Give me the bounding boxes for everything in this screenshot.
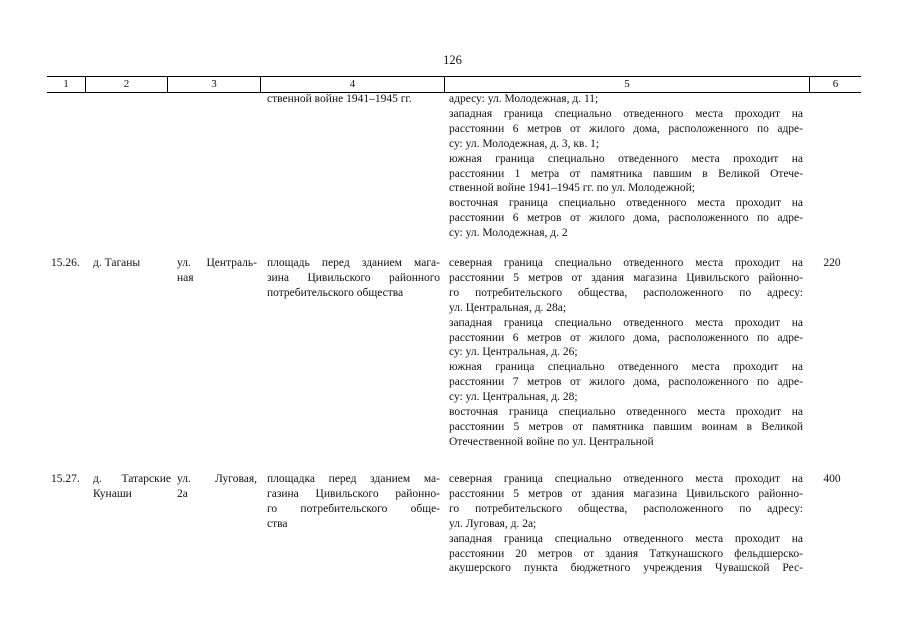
header-col-5: 5 (624, 78, 630, 90)
row-boundaries-line: ул. Луговая, д. 2а; (449, 517, 537, 530)
row-boundaries-line: восточная граница специально отведенного места проходит на (449, 406, 803, 419)
header-col-1: 1 (63, 78, 69, 90)
row-object-line: зина Цивильского районного (267, 271, 440, 284)
row-settlement-line: д. Таганы (93, 257, 141, 269)
row-boundaries (449, 472, 803, 576)
row-settlement-line: Кунаши (93, 487, 132, 500)
row-object-line: го потребительского обще- (267, 502, 440, 515)
row-number: 15.27. (51, 473, 80, 485)
row-boundaries-line: расстоянии 6 метров от жилого дома, расположенного по адре- (449, 122, 803, 135)
row-boundaries (449, 92, 803, 241)
row-street-line: ул. Централь- (177, 257, 257, 269)
row-object-line: потребительского общества (267, 286, 404, 299)
row-street (177, 256, 257, 286)
row-boundaries-line: го потребительского общества, расположенного по адресу: (449, 502, 803, 515)
row-boundaries-line: расстоянии 5 метров от памятника павшим воинам в Великой (449, 420, 803, 433)
row-boundaries-line: акушерского пункта бюджетного учреждения Чувашской Рес- (449, 562, 803, 575)
header-col-6: 6 (832, 78, 839, 90)
row-street (177, 472, 257, 502)
row-number: 15.26. (51, 257, 80, 269)
row-boundaries-line: расстоянии 5 метров от здания магазина Цивильского районно- (449, 487, 803, 500)
header-col-4: 4 (349, 78, 356, 90)
header-col-3: 3 (211, 78, 217, 90)
row-boundaries (449, 256, 803, 450)
row-boundaries-line: су: ул. Молодежная, д. 3, кв. 1; (449, 137, 600, 150)
row-boundaries-line: Отечественной войне по ул. Центральной (449, 435, 654, 448)
row-object-line: площадка перед зданием ма- (267, 473, 440, 485)
row-boundaries-line: го потребительского общества, расположенного по адресу: (449, 286, 803, 299)
row-boundaries-line: северная граница специально отведенного места проходит на (449, 473, 803, 485)
row-object (267, 256, 440, 301)
row-boundaries-line: су: ул. Молодежная, д. 2 (449, 227, 568, 240)
row-object-line: газина Цивильского районно- (267, 487, 440, 500)
row-settlement-line: д. Татарские (93, 473, 171, 485)
row-street-line: ул. Луговая, (177, 473, 257, 485)
row-area: 220 (823, 257, 841, 269)
row-boundaries-line: ственной войне 1941–1945 гг. по ул. Молодежной; (449, 182, 695, 195)
row-boundaries-line: западная граница специально отведенного места проходит на (449, 107, 803, 120)
row-object-line: площадь перед зданием мага- (267, 257, 440, 269)
row-boundaries-line: расстоянии 7 метров от жилого дома, расположенного по адре- (449, 376, 803, 389)
row-street-line: ная (177, 271, 194, 284)
row-boundaries-line: расстоянии 6 метров от жилого дома, расположенного по адре- (449, 331, 803, 344)
row-boundaries-line: су: ул. Центральная, д. 28; (449, 391, 578, 404)
row-settlement (93, 256, 171, 271)
row-area: 400 (823, 473, 841, 485)
table-header (47, 76, 861, 93)
row-object-line: ства (267, 517, 288, 530)
row-boundaries-line: южная граница специально отведенного места проходит на (449, 361, 803, 374)
row-settlement (93, 472, 171, 502)
row-street-line: 2а (177, 487, 188, 500)
page-number: 126 (443, 53, 462, 67)
row-boundaries-line: восточная граница специально отведенного места проходит на (449, 197, 803, 210)
row-object (267, 92, 440, 107)
row-boundaries-line: западная граница специально отведенного места проходит на (449, 532, 803, 545)
row-boundaries-line: расстоянии 6 метров от жилого дома, расположенного по адре- (449, 212, 803, 225)
row-boundaries-line: адресу: ул. Молодежная, д. 11; (449, 93, 599, 105)
row-object (267, 472, 440, 532)
row-boundaries-line: северная граница специально отведенного места проходит на (449, 257, 803, 269)
row-object-line: ственной войне 1941–1945 гг. (267, 93, 412, 105)
row-boundaries-line: расстоянии 1 метра от памятника павшим в Великой Отече- (449, 167, 803, 180)
row-boundaries-line: западная граница специально отведенного места проходит на (449, 316, 803, 329)
row-boundaries-line: су: ул. Центральная, д. 26; (449, 346, 578, 359)
row-boundaries-line: южная граница специально отведенного места проходит на (449, 152, 803, 165)
row-boundaries-line: расстоянии 20 метров от здания Таткунашского фельдшерско- (449, 547, 803, 560)
header-col-2: 2 (123, 78, 130, 90)
row-boundaries-line: ул. Центральная, д. 28а; (449, 301, 567, 314)
row-boundaries-line: расстоянии 5 метров от здания магазина Цивильского районно- (449, 271, 803, 284)
